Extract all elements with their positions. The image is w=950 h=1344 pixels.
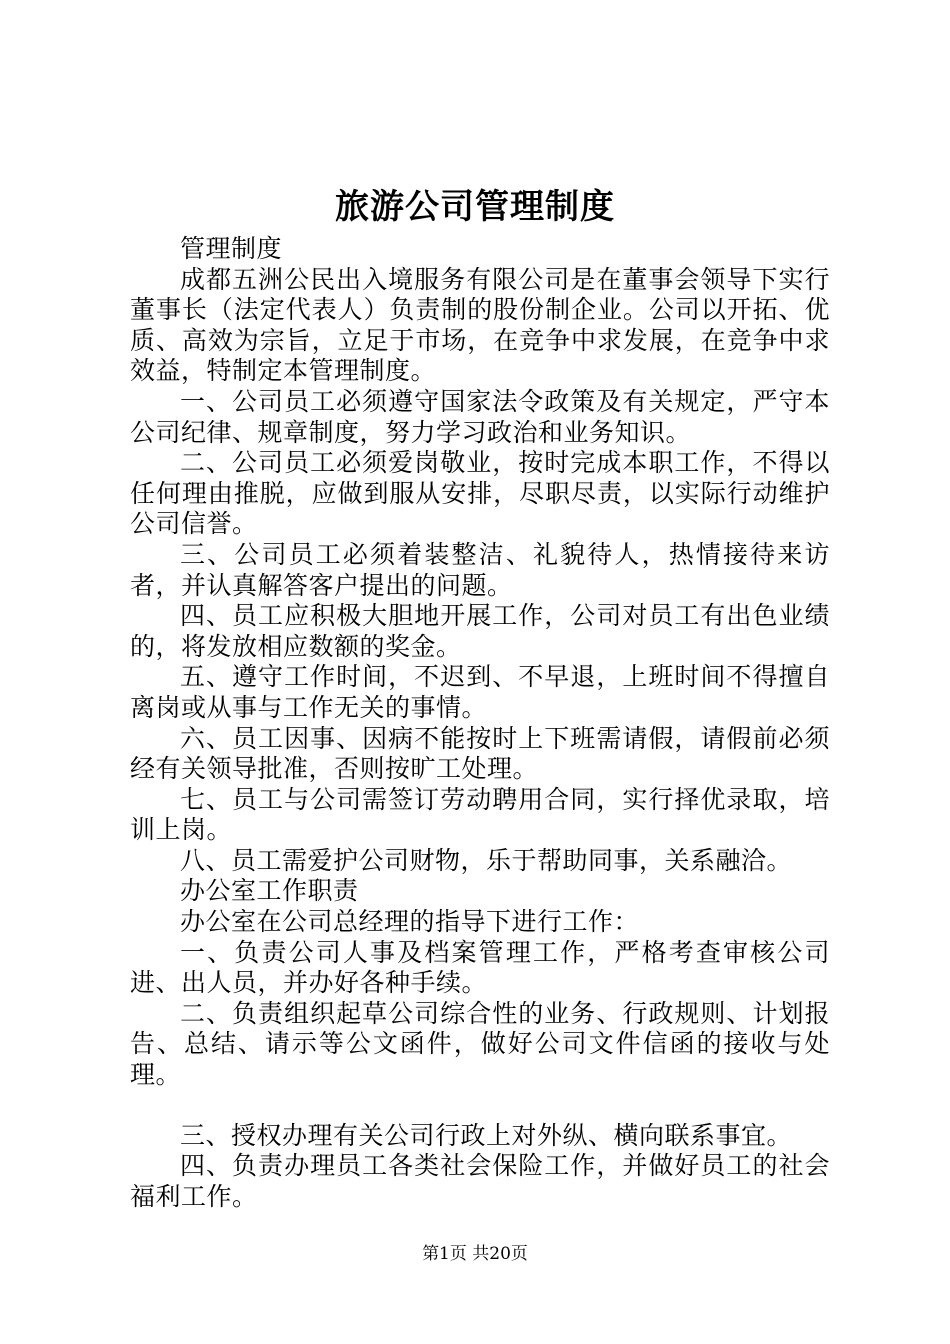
rule-item-3: 三、公司员工必须着装整洁、礼貌待人，热情接待来访者，并认真解答客户提出的问题。 [130,539,830,600]
rule-item-6: 六、员工因事、因病不能按时上下班需请假，请假前必须经有关领导批准，否则按旷工处理。 [130,723,830,784]
office-duty-1: 一、负责公司人事及档案管理工作，严格考查审核公司进、出人员，并办好各种手续。 [130,937,830,998]
intro-paragraph: 成都五洲公民出入境服务有限公司是在董事会领导下实行董事长（法定代表人）负责制的股份制企业。公司以开拓、优质、高效为宗旨，立足于市场，在竞争中求发展，在竞争中求效益，特制定本管理制度。 [130,264,830,386]
rule-item-7: 七、员工与公司需签订劳动聘用合同，实行择优录取，培训上岗。 [130,784,830,845]
section-heading-management: 管理制度 [180,234,283,263]
office-duty-3: 三、授权办理有关公司行政上对外纵、横向联系事宜。 [180,1120,793,1150]
document-title: 旅游公司管理制度 [335,187,615,227]
office-duty-2: 二、负责组织起草公司综合性的业务、行政规则、计划报告、总结、请示等公文函件，做好公司文件信函的接收与处理。 [130,998,830,1090]
rule-item-1: 一、公司员工必须遵守国家法令政策及有关规定，严守本公司纪律、规章制度，努力学习政治和业务知识。 [130,386,830,447]
office-duty-4: 四、负责办理员工各类社会保险工作，并做好员工的社会福利工作。 [130,1151,830,1211]
document-body [130,234,830,1212]
rule-item-2: 二、公司员工必须爱岗敬业，按时完成本职工作，不得以任何理由推脱，应做到服从安排，尽职尽责，以实际行动维护公司信誉。 [130,448,830,539]
rule-item-4: 四、员工应积极大胆地开展工作，公司对员工有出色业绩的，将发放相应数额的奖金。 [130,601,830,661]
rule-item-8: 八、员工需爱护公司财物，乐于帮助同事，关系融洽。 [180,845,793,875]
rule-item-5: 五、遵守工作时间，不迟到、不早退，上班时间不得擅自离岗或从事与工作无关的事情。 [130,662,830,722]
office-intro: 办公室在公司总经理的指导下进行工作： [180,907,640,937]
section-heading-office: 办公室工作职责 [180,876,359,906]
page-number-footer: 第1页 共20页 [422,1244,528,1264]
